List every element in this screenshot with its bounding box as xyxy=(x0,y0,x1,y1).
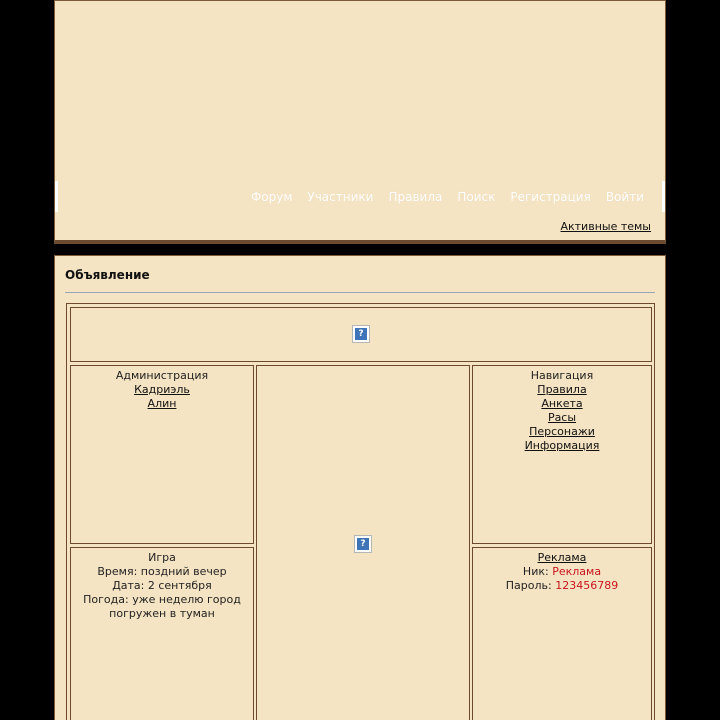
forum-header xyxy=(54,0,666,244)
nav-search-link[interactable]: Поиск xyxy=(457,190,496,204)
navigation-title: Навигация xyxy=(530,369,594,382)
nav-forum-link[interactable]: Форум xyxy=(250,190,293,204)
rules-link[interactable]: Правила xyxy=(537,383,587,396)
nav-rules-link[interactable]: Правила xyxy=(388,190,443,204)
game-title: Игра xyxy=(148,551,176,564)
admin-cell xyxy=(70,365,254,544)
game-cell xyxy=(70,547,254,720)
admin-title: Администрация xyxy=(115,369,209,382)
characters-link[interactable]: Персонажи xyxy=(529,425,595,438)
admin-member-link[interactable]: Алин xyxy=(147,397,177,410)
profile-form-link[interactable]: Анкета xyxy=(541,397,583,410)
game-time: Время: поздний вечер xyxy=(97,565,227,578)
nav-members-link[interactable]: Участники xyxy=(307,190,374,204)
announcement-title: Объявление xyxy=(65,268,150,282)
ads-nick: Ник: Реклама xyxy=(522,565,602,578)
navbar xyxy=(55,181,665,212)
announcement-panel xyxy=(54,255,666,720)
divider xyxy=(65,292,655,293)
ads-password-value: 123456789 xyxy=(555,579,619,592)
broken-image-icon: ? xyxy=(352,325,370,343)
information-link[interactable]: Информация xyxy=(524,439,600,452)
admin-member-link[interactable]: Кадриэль xyxy=(134,383,190,396)
announcement-table xyxy=(66,303,655,720)
ads-link[interactable]: Реклама xyxy=(537,551,587,564)
broken-image-icon: ? xyxy=(354,535,372,553)
active-topics-link[interactable]: Активные темы xyxy=(560,220,651,233)
ads-password: Пароль: 123456789 xyxy=(505,579,619,592)
nav-register-link[interactable]: Регистрация xyxy=(510,190,591,204)
navigation-cell xyxy=(472,365,652,544)
game-date: Дата: 2 сентября xyxy=(112,579,212,592)
nav-login-link[interactable]: Войти xyxy=(605,190,644,204)
ads-nick-value: Реклама xyxy=(552,565,602,578)
banner-cell xyxy=(70,307,652,362)
game-weather: Погода: уже неделю город погружен в туман xyxy=(83,593,241,620)
ads-cell xyxy=(472,547,652,720)
races-link[interactable]: Расы xyxy=(547,411,577,424)
center-image-cell xyxy=(256,365,470,720)
